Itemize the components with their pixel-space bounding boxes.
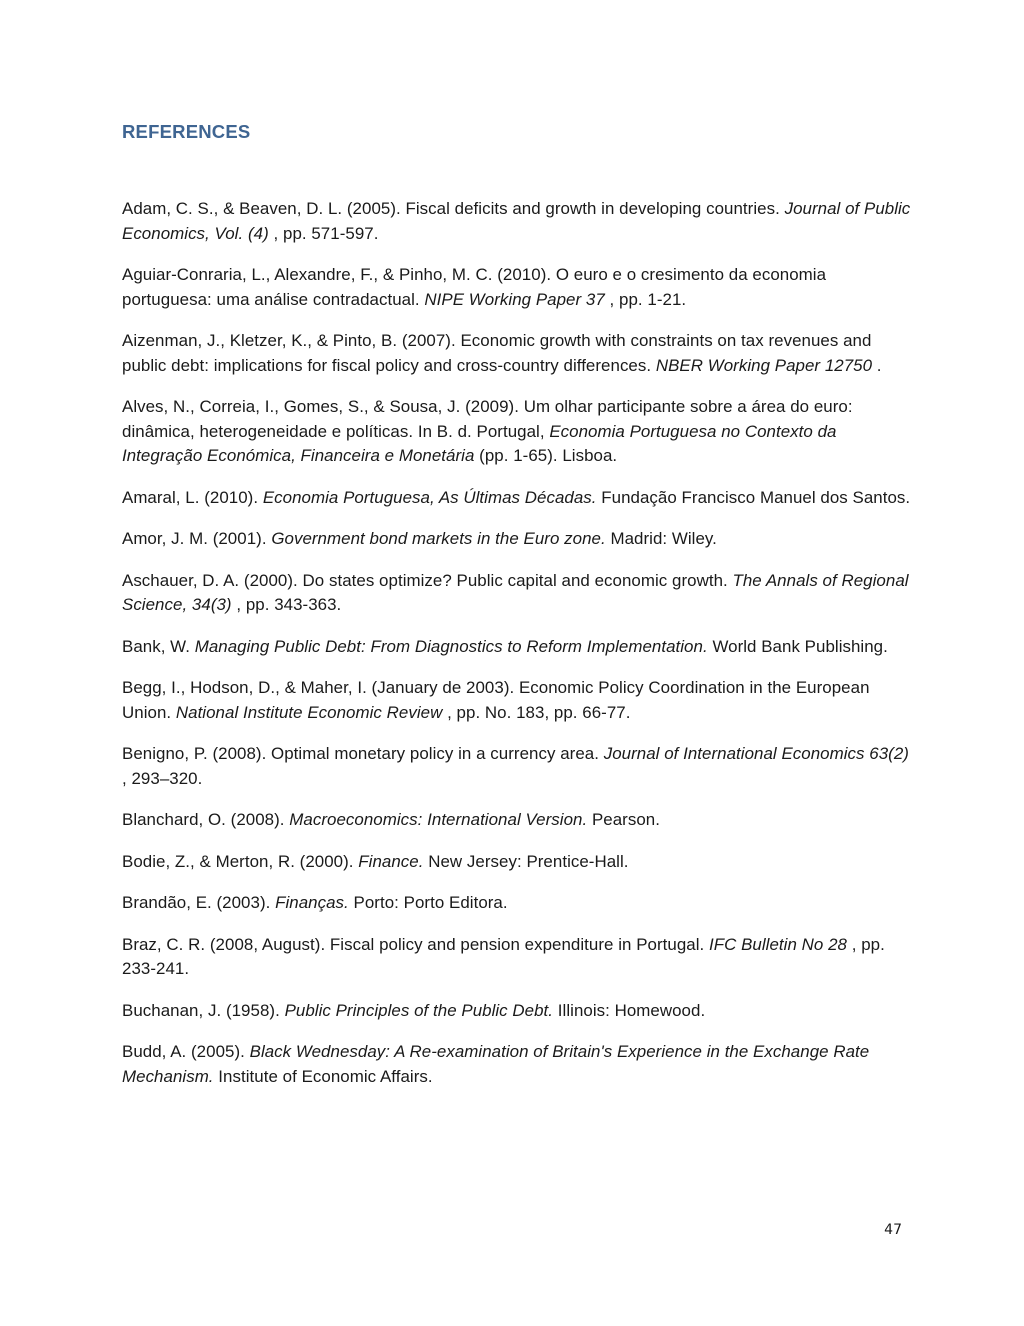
reference-entry <box>122 263 912 312</box>
reference-details: , pp. 233-241. <box>122 934 885 978</box>
reference-details: , pp. No. 183, pp. 66-77. <box>442 702 631 722</box>
reference-entry <box>122 891 912 916</box>
reference-source-title: Black Wednesday: A Re-examination of Britain's Experience in the Exchange Rate Mechanism. <box>122 1042 870 1086</box>
reference-details: Madrid: Wiley. <box>605 529 717 548</box>
reference-details: (pp. 1-65). Lisboa. <box>474 446 618 465</box>
reference-entry <box>122 635 912 660</box>
reference-source-title: Public Principles of the Public Debt. <box>284 1000 554 1020</box>
reference-details: New Jersey: Prentice-Hall. <box>423 851 629 871</box>
reference-details: Institute of Economic Affairs. <box>213 1066 433 1086</box>
reference-text: Bank, W. <box>122 636 195 656</box>
reference-details: , pp. 571-597. <box>268 223 379 243</box>
reference-entry <box>122 395 912 469</box>
reference-details: Pearson. <box>587 810 660 829</box>
reference-source-title: Government bond markets in the Euro zone. <box>271 529 606 548</box>
reference-text: Aschauer, D. A. (2000). Do states optimize? Public capital and economic growth. <box>122 570 733 590</box>
reference-details: World Bank Publishing. <box>707 636 888 656</box>
reference-entry <box>122 850 912 875</box>
reference-text: Braz, C. R. (2008, August). Fiscal policy and pension expenditure in Portugal. <box>122 934 709 954</box>
reference-entry <box>122 999 912 1024</box>
reference-source-title: Journal of International Economics 63(2) <box>603 744 909 763</box>
reference-source-title: NBER Working Paper 12750 <box>655 355 873 375</box>
references-heading: REFERENCES <box>122 121 251 142</box>
reference-entry <box>122 933 912 982</box>
reference-text: Begg, I., Hodson, D., & Maher, I. (January de 2003). Economic Policy Coordination in the European Union. <box>122 678 870 722</box>
reference-text: Budd, A. (2005). <box>122 1042 250 1061</box>
page-number: 47 <box>884 1222 902 1238</box>
reference-entry <box>122 527 912 552</box>
reference-source-title: National Institute Economic Review <box>175 702 443 722</box>
reference-text: Blanchard, O. (2008). <box>122 810 290 829</box>
reference-entry <box>122 1040 912 1089</box>
reference-details: . <box>872 355 882 375</box>
reference-details: , pp. 1-21. <box>604 289 687 309</box>
reference-source-title: IFC Bulletin No 28 <box>709 934 847 954</box>
reference-entry <box>122 197 912 246</box>
reference-entry <box>122 676 912 725</box>
reference-entry <box>122 742 912 791</box>
reference-text: Buchanan, J. (1958). <box>122 1000 285 1020</box>
reference-source-title: Finanças. <box>275 893 349 912</box>
reference-entry <box>122 808 912 833</box>
reference-entry <box>122 486 912 511</box>
reference-source-title: Journal of Public Economics, Vol. (4) <box>122 199 911 243</box>
reference-source-title: Macroeconomics: International Version. <box>289 810 588 829</box>
reference-text: Aizenman, J., Kletzer, K., & Pinto, B. (2007). Economic growth with constraints on tax revenues and public debt: implications for fiscal policy and cross-country differences. <box>122 331 872 375</box>
reference-list <box>122 197 912 1106</box>
reference-source-title: NIPE Working Paper 37 <box>424 289 605 309</box>
reference-details: Illinois: Homewood. <box>553 1000 706 1020</box>
reference-text: Brandão, E. (2003). <box>122 893 276 912</box>
reference-source-title: Economia Portuguesa no Contexto da Integração Económica, Financeira e Monetária <box>122 421 837 465</box>
reference-text: Aguiar-Conraria, L., Alexandre, F., & Pinho, M. C. (2010). O euro e o cresimento da economia portuguesa: uma análise contradactual. <box>122 265 827 309</box>
reference-text: Amor, J. M. (2001). <box>122 529 272 548</box>
reference-source-title: Economia Portuguesa, As Últimas Décadas. <box>262 487 597 507</box>
reference-source-title: Finance. <box>358 851 424 871</box>
reference-text: Bodie, Z., & Merton, R. (2000). <box>122 851 359 871</box>
reference-details: Porto: Porto Editora. <box>348 893 508 912</box>
reference-entry <box>122 329 912 378</box>
reference-text: Benigno, P. (2008). Optimal monetary policy in a currency area. <box>122 744 604 763</box>
reference-text: Amaral, L. (2010). <box>122 487 263 507</box>
reference-details: Fundação Francisco Manuel dos Santos. <box>596 487 911 507</box>
reference-source-title: Managing Public Debt: From Diagnostics to Reform Implementation. <box>194 636 708 656</box>
reference-text: Adam, C. S., & Beaven, D. L. (2005). Fiscal deficits and growth in developing countries. <box>122 199 785 218</box>
reference-details: , pp. 343-363. <box>231 595 342 614</box>
reference-details: , 293–320. <box>122 768 203 788</box>
reference-text: Alves, N., Correia, I., Gomes, S., & Sousa, J. (2009). Um olhar participante sobre a área do euro: dinâmica, heterogeneidade e políticas. In B. d. Portugal, <box>122 397 853 441</box>
reference-source-title: The Annals of Regional Science, 34(3) <box>122 570 909 614</box>
reference-entry <box>122 569 912 618</box>
